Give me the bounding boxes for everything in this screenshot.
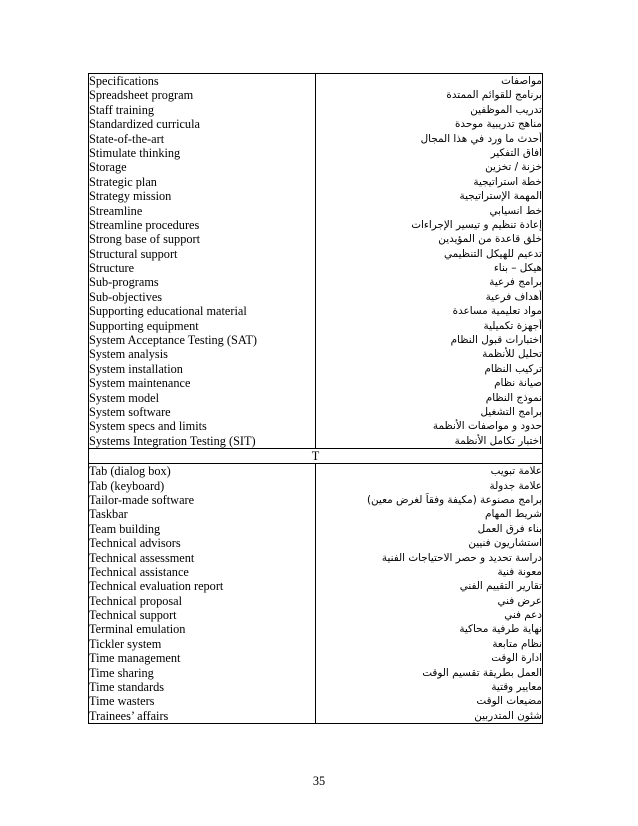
page-number: 35 xyxy=(312,774,326,788)
arabic-translation: شئون المتدربين xyxy=(474,709,542,722)
arabic-translation: معايير وقتية xyxy=(491,681,542,694)
english-term: Strategy mission xyxy=(89,189,172,204)
section-s-row xyxy=(89,74,543,449)
arabic-translation: مواد تعليمية مساعدة xyxy=(452,305,542,318)
english-term: Tab (dialog box) xyxy=(89,464,171,479)
arabic-translation: العمل بطريقة تقسيم الوقت xyxy=(422,666,542,679)
arabic-translation: مواصفات xyxy=(501,75,542,87)
arabic-translation: خط انسيابي xyxy=(489,204,542,217)
english-term: Sub-programs xyxy=(89,275,159,290)
english-terms-list xyxy=(89,74,315,448)
english-term: Tickler system xyxy=(89,636,162,651)
english-term: Technical advisors xyxy=(89,536,181,551)
english-term: Tab (keyboard) xyxy=(89,478,165,493)
english-term: Structure xyxy=(89,261,135,276)
english-term: Specifications xyxy=(89,74,159,88)
english-term: Terminal emulation xyxy=(89,622,186,637)
arabic-translation: نهاية طرفية محاكية xyxy=(459,623,542,636)
arabic-translation: صيانة نظام xyxy=(494,377,542,390)
arabic-terms-list xyxy=(316,74,542,448)
arabic-translation: خطة استراتيجية xyxy=(473,175,542,188)
english-term: Technical support xyxy=(89,608,177,623)
arabic-translation: نموذج النظام xyxy=(485,391,542,404)
english-term: Spreadsheet program xyxy=(89,88,194,103)
arabic-translation: برنامج للقوائم الممتدة xyxy=(446,89,542,102)
arabic-translation: مضيعات الوقت xyxy=(476,695,542,708)
arabic-translation: تحليل للأنظمة xyxy=(482,348,542,361)
arabic-translation: اختبارات قبول النظام xyxy=(450,334,542,347)
arabic-translation: خلق قاعدة من المؤيدين xyxy=(438,233,542,246)
english-term: Systems Integration Testing (SIT) xyxy=(89,433,256,448)
english-term: Structural support xyxy=(89,246,178,261)
arabic-translation: مناهج تدريبية موحدة xyxy=(454,118,542,131)
english-term: Tailor-made software xyxy=(89,492,195,507)
english-term: Time management xyxy=(89,651,181,666)
arabic-translation: أحدث ما ورد في هذا المجال xyxy=(420,132,542,145)
english-terms-cell xyxy=(89,74,316,449)
english-term: Taskbar xyxy=(89,507,128,522)
english-term: Technical assessment xyxy=(89,550,195,565)
english-term: Time sharing xyxy=(89,665,154,680)
arabic-translation: افاق التفكير xyxy=(490,146,542,159)
english-term: Staff training xyxy=(89,102,155,117)
english-term: Team building xyxy=(89,521,161,536)
arabic-terms-cell xyxy=(316,464,543,724)
english-term: Sub-objectives xyxy=(89,289,163,304)
english-term: Stimulate thinking xyxy=(89,145,181,160)
arabic-translation: أجهزة تكميلية xyxy=(483,319,542,332)
english-term: System installation xyxy=(89,361,183,376)
arabic-translation: شريط المهام xyxy=(485,508,542,521)
section-letter-row xyxy=(89,449,543,464)
english-term: System Acceptance Testing (SAT) xyxy=(89,333,257,348)
english-term: Time wasters xyxy=(89,694,155,709)
english-term: Supporting equipment xyxy=(89,318,199,333)
english-term: Strategic plan xyxy=(89,174,157,189)
arabic-terms-list xyxy=(316,464,542,723)
english-term: State-of-the-art xyxy=(89,131,165,146)
english-term: Technical evaluation report xyxy=(89,579,224,594)
english-term: System analysis xyxy=(89,347,168,362)
arabic-translation: تدعيم للهيكل التنظيمي xyxy=(444,247,542,260)
english-terms-cell xyxy=(89,464,316,724)
english-term: Technical assistance xyxy=(89,564,189,579)
english-term: Strong base of support xyxy=(89,232,201,247)
english-term: System model xyxy=(89,390,160,405)
arabic-translation: برامج فرعية xyxy=(489,276,542,289)
arabic-translation: معونة فنية xyxy=(497,565,542,578)
section-letter-t: T xyxy=(89,449,543,464)
glossary-table xyxy=(88,73,543,724)
arabic-translation: دعم فني xyxy=(504,609,542,622)
section-t-row xyxy=(89,464,543,724)
arabic-translation: استشاريون فنيين xyxy=(468,537,542,550)
english-term: System software xyxy=(89,404,171,419)
arabic-translation: برامج التشغيل xyxy=(480,405,542,418)
arabic-translation: دراسة تحديد و حصر الاحتياجات الفنية xyxy=(381,551,542,564)
arabic-translation: نظام متابعة xyxy=(492,637,542,650)
english-term: System maintenance xyxy=(89,376,191,391)
arabic-translation: تدريب الموظفين xyxy=(470,103,542,116)
arabic-translation: المهمة الإستراتيجية xyxy=(459,190,542,203)
english-term: Streamline procedures xyxy=(89,217,200,232)
arabic-translation: اختبار تكامل الأنظمة xyxy=(454,434,542,447)
english-terms-list xyxy=(89,464,315,723)
arabic-translation: عرض فني xyxy=(497,594,542,607)
arabic-translation: حدود و مواصفات الأنظمة xyxy=(432,420,542,433)
arabic-terms-cell xyxy=(316,74,543,449)
arabic-translation: علامة جدولة xyxy=(489,479,542,492)
arabic-translation: إعادة تنظيم و تيسير الإجراءات xyxy=(411,218,542,231)
arabic-translation: ادارة الوقت xyxy=(491,652,542,665)
english-term: Streamline xyxy=(89,203,143,218)
arabic-translation: علامة تبويب xyxy=(490,465,542,478)
arabic-translation: أهداف فرعية xyxy=(485,290,542,303)
english-term: Technical proposal xyxy=(89,593,183,608)
arabic-translation: هيكل – بناء xyxy=(493,262,542,275)
arabic-translation: خزنة / تخزين xyxy=(485,161,542,174)
arabic-translation: تركيب النظام xyxy=(484,362,542,375)
english-term: Storage xyxy=(89,160,127,175)
english-term: Standardized curricula xyxy=(89,117,200,132)
arabic-translation: تقارير التقييم الفني xyxy=(459,580,542,593)
arabic-translation: برامج مصنوعة (مكيفة وفقاً لغرض معين) xyxy=(366,493,542,506)
english-term: System specs and limits xyxy=(89,419,207,434)
english-term: Time standards xyxy=(89,680,165,695)
english-term: Supporting educational material xyxy=(89,304,247,319)
english-term: Trainees’ affairs xyxy=(89,708,169,723)
arabic-translation: بناء فرق العمل xyxy=(477,522,542,535)
